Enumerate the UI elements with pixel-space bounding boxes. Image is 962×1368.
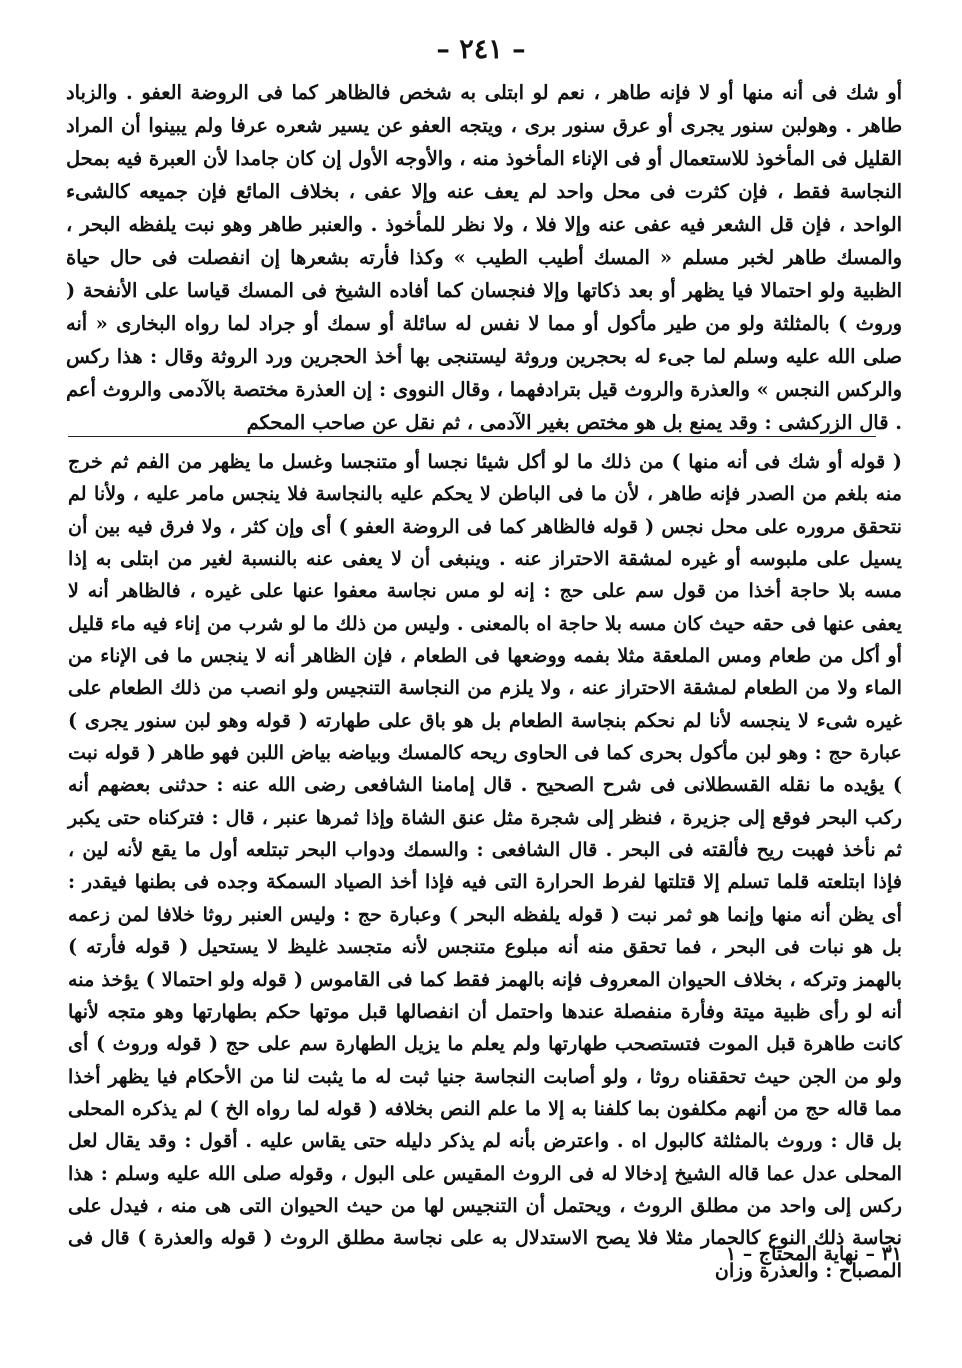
page-number: – ٢٤١ – <box>436 34 526 65</box>
main-text: أو شك فى أنه منها أو لا فإنه طاهر ، نعم لو ابتلى به شخص فالظاهر كما فى الروضة العفو . والزباد طاهر . وهولبن سنور يجرى أو عرق سنور برى ، ويتجه العفو عن يسير شعره عرفا ولم يبينوا أن المراد القليل فى المأخوذ للاستعمال أو فى الإناء المأخوذ منه ، والأوجه الأول إن كان جامدا لأن العبرة فيه بمحل النجاسة فقط ، فإن كثرت فى محل واحد لم يعف عنه وإلا عفى ، بخلاف المائع فإن جميعه كالشىء الواحد ، فإن قل الشعر فيه عفى عنه وإلا فلا ، ولا نظر للمأخوذ . والعنبر طاهر وهو نبت يلفظه البحر ، والمسك طاهر لخبر مسلم « المسك أطيب الطيب » وكذا فأرته بشعرها إن انفصلت فى حال حياة الظبية ولو احتمالا فيا يظهر أو بعد ذكاتها وإلا فنجسان كما أفاده الشيخ فى المسك قياسا على الأنفحة ( وروث ) بالمثلثة ولو من طير مأكول أو مما لا نفس له سائلة أو سمك أو جراد لما رواه البخارى « أنه صلى الله عليه وسلم لما جىء له بحجرين وروثة ليستنجى بها أخذ الحجرين ورد الروثة وقال : هذا ركس والركس النجس » والعذرة والروث قيل بترادفهما ، وقال النووى : إن العذرة مختصة بالآدمى والروث أعم . قال الزركشى : وقد يمنع بل هو مختص بغير الآدمى ، ثم نقل عن صاحب المحكم <box>66 81 902 434</box>
footnote-separator <box>68 436 876 437</box>
footnote-text: ( قوله أو شك فى أنه منها ) من ذلك ما لو أكل شيئا نجسا أو متنجسا وغسل ما يظهر من الفم ثم خرج منه بلغم من الصدر فإنه طاهر ، لأن ما فى الباطن لا يحكم عليه بالنجاسة فلا ينجس مامر عليه ، ولأنا لم نتحقق مروره على محل نجس ( قوله فالظاهر كما فى الروضة العفو ) أى وإن كثر ، ولا فرق فيه بين أن يسيل على ملبوسه أو غيره لمشقة الاحتراز عنه . وينبغى أن لا يعفى عنه بالنسبة لغير من ابتلى به إذا مسه بلا حاجة أخذا من قول سم على حج : إنه لو مس نجاسة معفوا عنها على غيره ، فالظاهر أنه لا يعفى عنها فى حقه حيث كان مسه بلا حاجة اه بالمعنى . وليس من ذلك ما لو شرب من إناء فيه ماء قليل أو أكل من طعام ومس الملعقة مثلا بفمه ووضعها فى الطعام ، فإن الظاهر أنه لا ينجس ما فى الإناء من الماء ولا من الطعام لمشقة الاحتراز عنه ، ولا يلزم من النجاسة التنجيس ولو انصب من ذلك الطعام على غيره شىء لا ينجسه لأنا لم نحكم بنجاسة الطعام بل هو باق على طهارته ( قوله وهو لبن سنور يجرى ) عبارة حج : وهو لبن مأكول بحرى كما فى الحاوى ريحه كالمسك وبياضه بياض اللبن فهو طاهر ( قوله نبت ) يؤيده ما نقله القسطلانى فى شرح الصحيح . قال إمامنا الشافعى رضى الله عنه : حدثنى بعضهم أنه ركب البحر فوقع إلى جزيرة ، فنظر إلى شجرة مثل عنق الشاة وإذا ثمرها عنبر ، قال : فتركناه حتى يكبر ثم نأخذ فهبت ريح فألقته فى البحر . قال الشافعى : والسمك ودواب البحر تبتلعه أول ما يقع لأنه لين ، فإذا ابتلعته قلما تسلم إلا قتلتها لفرط الحرارة التى فيه فإذا أخذ الصياد السمكة وجده فى بطنها فيقدر : أى يظن أنه منها وإنما هو ثمر نبت ( قوله يلفظه البحر ) وعبارة حج : وليس العنبر روثا خلافا لمن زعمه بل هو نبات فى البحر ، فما تحقق منه أنه مبلوع متنجس لأنه متجسد غليظ لا يستحيل ( قوله فأرته ) بالهمز وتركه ، بخلاف الحيوان المعروف فإنه بالهمز فقط كما فى القاموس ( قوله ولو احتمالا ) يؤخذ منه أنه لو رأى ظبية ميتة وفأرة منفصلة عندها واحتمل أن انفصالها قبل موتها حكم بطهارتها وهو متجه لأنها كانت طاهرة قبل الموت فتستصحب طهارتها ولم يعلم ما يزيل الطهارة سم على حج ( قوله وروث ) أى ولو من الجن حيث تحققناه روثا ، ولو أصابت النجاسة جنيا ثبت له ما يثبت لنا من الأحكام فيا يظهر أخذا مما قاله حج من أنهم مكلفون بما كلفنا به إلا ما علم النص بخلافه ( قوله لما رواه الخ ) لم يذكره المحلى بل قال : وروث بالمثلثة كالبول اه . واعترض بأنه لم يذكر دليله حتى يقاس عليه . أقول : وقد يقال لعل المحلى عدل عما قاله الشيخ إدخالا له فى الروث المقيس على البول ، وقوله صلى الله عليه وسلم : هذا ركس إلى واحد من مطلق الروث ، ويحتمل أن التنجيس لها من حيث الحيوان التى هى منه ، فيدل على نجاسة ذلك النوع كالحمار مثلا فلا يصح الاستدلال به على نجاسة مطلق الروث ( قوله والعذرة ) قال فى المصباح : والعذرة وزان <box>68 450 902 1282</box>
printer-signature: ٣١ – نهاية المحتاج – ١ <box>725 1243 902 1265</box>
